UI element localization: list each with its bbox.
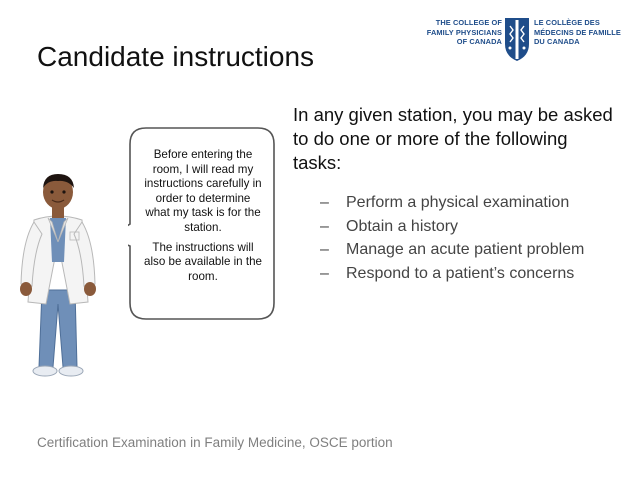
bullet-dash: –: [320, 241, 329, 258]
intro-text: In any given station, you may be asked to do one or more of the following tasks:: [293, 104, 613, 173]
slide-footer: Certification Examination in Family Medicine, OSCE portion: [37, 435, 393, 450]
slide-title: Candidate instructions: [37, 41, 315, 72]
logo-french-name: LE COLLÈGE DES MÉDECINS DE FAMILLE DU CANADA: [534, 18, 621, 46]
list-item: [320, 217, 620, 238]
list-item: [320, 240, 620, 261]
bubble-paragraph-1: Before entering the room, I will read my instructions carefully in order to determine what my task is for the station.: [144, 148, 262, 234]
task-label: Manage an acute patient problem: [346, 241, 585, 258]
list-item: [320, 264, 620, 285]
task-label: Perform a physical examination: [346, 194, 570, 211]
crest-icon: [504, 16, 530, 62]
task-label: Obtain a history: [346, 217, 459, 235]
bubble-paragraph-2: The instructions will also be available in the room.: [144, 240, 262, 283]
speech-bubble: [128, 126, 276, 321]
logo-english-name: THE COLLEGE OF FAMILY PHYSICIANS OF CANADA: [426, 18, 502, 46]
bullet-dash: –: [320, 264, 329, 282]
doctor-illustration: [8, 172, 108, 387]
cfpc-logo: [426, 16, 621, 64]
bullet-dash: –: [320, 194, 329, 211]
task-label: Respond to a patient’s concerns: [346, 264, 575, 282]
list-item: [320, 193, 620, 214]
bullet-dash: –: [320, 217, 329, 235]
task-list: [320, 193, 620, 287]
